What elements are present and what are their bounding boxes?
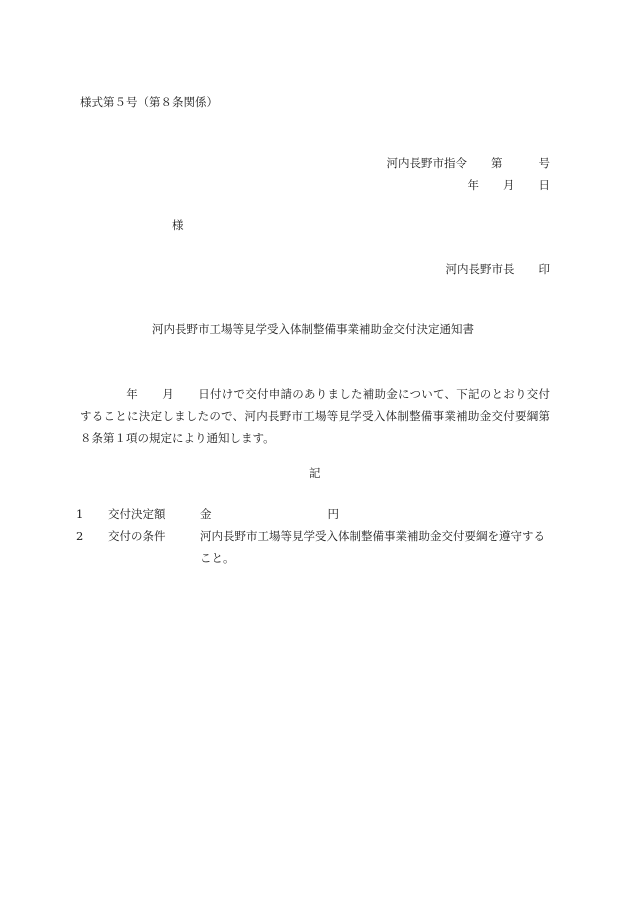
seal-label: 印 (538, 262, 550, 276)
year-label: 年 (467, 178, 479, 192)
recipient-suffix: 様 (172, 218, 184, 232)
issue-date (468, 180, 551, 192)
body-paragraph: 日付けで交付申請のありました補助金について、下記のとおり交付することに決定しましたので、河内長野市工場等見学受入体制整備事業補助金交付要綱第８条第１項の規定により通知します。 (80, 387, 550, 445)
item-row (76, 525, 552, 569)
item-value (200, 503, 552, 525)
body-year: 年 (126, 387, 138, 401)
go-label: 号 (538, 156, 550, 170)
body-month: 月 (162, 387, 174, 401)
item-row (76, 503, 552, 525)
item-value: 河内長野市工場等見学受入体制整備事業補助金交付要綱を遵守すること。 (200, 529, 545, 565)
day-label: 日 (538, 178, 550, 192)
item-number: 1 (76, 507, 84, 521)
document-title: 河内長野市工場等見学受入体制整備事業補助金交付決定通知書 (152, 322, 474, 336)
amount-prefix: 金 (200, 507, 212, 521)
sender-title: 河内長野市長 (445, 262, 515, 276)
sender (446, 264, 551, 276)
body-text (80, 383, 550, 449)
reference-number (387, 158, 551, 170)
dai-label: 第 (491, 156, 503, 170)
item-label: 交付決定額 (108, 507, 166, 521)
item-label: 交付の条件 (108, 529, 166, 543)
ki-label: 記 (309, 466, 321, 480)
item-number: 2 (76, 529, 84, 543)
amount-suffix: 円 (327, 507, 339, 521)
form-label: 様式第５号（第８条関係） (80, 95, 218, 109)
month-label: 月 (503, 178, 515, 192)
issuer-name: 河内長野市指令 (386, 156, 467, 170)
